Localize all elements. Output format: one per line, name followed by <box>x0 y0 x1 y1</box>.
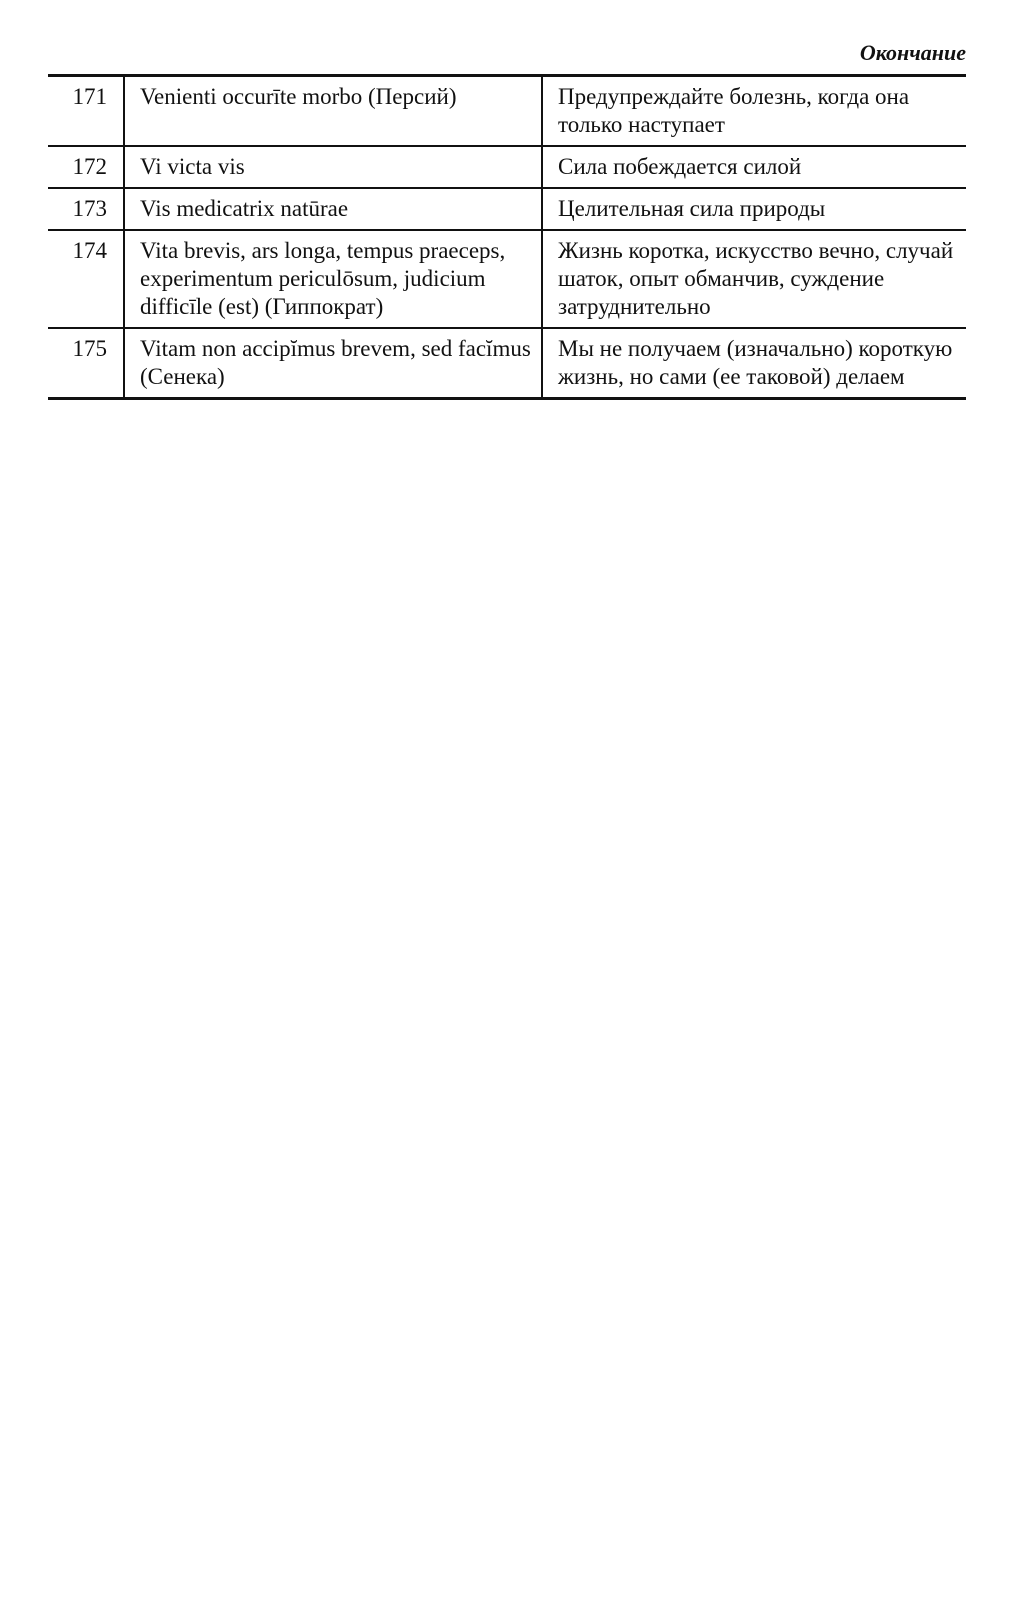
table-row <box>48 328 966 399</box>
russian-translation: Целительная сила природы <box>542 188 966 230</box>
table-row <box>48 146 966 188</box>
row-number: 174 <box>48 230 124 328</box>
latin-phrase: Vita brevis, ars longa, tempus praeceps, experimentum periculōsum, judicium difficīle (est) (Гиппократ) <box>124 230 542 328</box>
latin-phrase: Vitam non accipĭmus brevem, sed facĭmus (Сенека) <box>124 328 542 399</box>
row-number: 175 <box>48 328 124 399</box>
table-row <box>48 188 966 230</box>
russian-translation: Сила побеждается силой <box>542 146 966 188</box>
russian-translation: Жизнь коротка, искусство вечно, случай шаток, опыт обманчив, суждение затруднительно <box>542 230 966 328</box>
row-number: 172 <box>48 146 124 188</box>
table-row <box>48 76 966 147</box>
latin-phrase: Venienti occurīte morbo (Персий) <box>124 76 542 147</box>
russian-translation: Мы не получаем (изначально) короткую жизнь, но сами (ее таковой) делаем <box>542 328 966 399</box>
russian-translation: Предупреждайте болезнь, когда она только наступает <box>542 76 966 147</box>
latin-phrase: Vi victa vis <box>124 146 542 188</box>
table-row <box>48 230 966 328</box>
row-number: 173 <box>48 188 124 230</box>
latin-phrase: Vis medicatrix natūrae <box>124 188 542 230</box>
continuation-label: Окончание <box>859 40 966 65</box>
latin-phrases-table <box>48 74 966 400</box>
row-number: 171 <box>48 76 124 147</box>
